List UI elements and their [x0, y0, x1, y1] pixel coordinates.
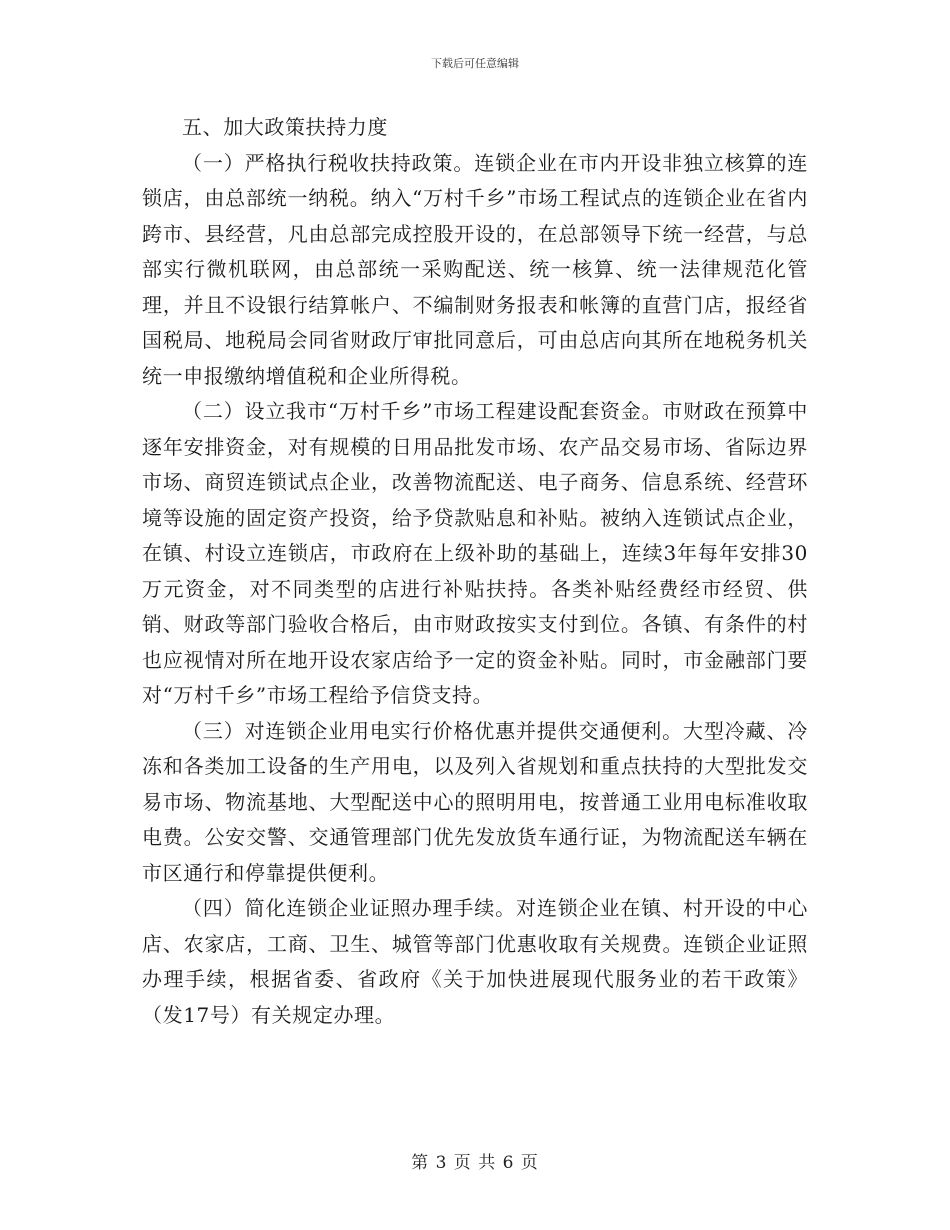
- paragraph-license-procedures: （四）简化连锁企业证照办理手续。对连锁企业在镇、村开设的中心店、农家店，工商、卫生、城管等部门优惠收取有关规费。连锁企业证照办理手续，根据省委、省政府《关于加快进展现代服务业的若干政策》（发17号）有关规定办理。: [142, 896, 808, 1027]
- document-body: [142, 110, 808, 1033]
- header-note: 下载后可任意编辑: [431, 57, 519, 70]
- paragraph-electricity-transport: （三）对连锁企业用电实行价格优惠并提供交通便利。大型冷藏、冷冻和各类加工设备的生产用电，以及列入省规划和重点扶持的大型批发交易市场、物流基地、大型配送中心的照明用电，按普通工业用电标准收取电费。公安交警、交通管理部门优先发放货车通行证，为物流配送车辆在市区通行和停靠提供便利。: [142, 718, 808, 885]
- page-number: 第 3 页 共 6 页: [411, 1153, 539, 1173]
- paragraph-tax-policy: （一）严格执行税收扶持政策。连锁企业在市内开设非独立核算的连锁店，由总部统一纳税。纳入“万村千乡”市场工程试点的连锁企业在省内跨市、县经营，凡由总部完成控股开设的，在总部领导下统一经营，与总部实行微机联网，由总部统一采购配送、统一核算、统一法律规范化管理，并且不设银行结算帐户、不编制财务报表和帐簿的直营门店，报经省国税局、地税局会同省财政厅审批同意后，可由总店向其所在地税务机关统一申报缴纳增值税和企业所得税。: [142, 150, 808, 388]
- paragraph-matching-funds: （二）设立我市“万村千乡”市场工程建设配套资金。市财政在预算中逐年安排资金，对有规模的日用品批发市场、农产品交易市场、省际边界市场、商贸连锁试点企业，改善物流配送、电子商务、信息系统、经营环境等设施的固定资产投资，给予贷款贴息和补贴。被纳入连锁试点企业，在镇、村设立连锁店，市政府在上级补助的基础上，连续3年每年安排30万元资金，对不同类型的店进行补贴扶持。各类补贴经费经市经贸、供销、财政等部门验收合格后，由市财政按实支付到位。各镇、有条件的村也应视情对所在地开设农家店给予一定的资金补贴。同时，市金融部门要对“万村千乡”市场工程给予信贷支持。: [142, 399, 808, 707]
- section-title: 五、加大政策扶持力度: [182, 115, 388, 139]
